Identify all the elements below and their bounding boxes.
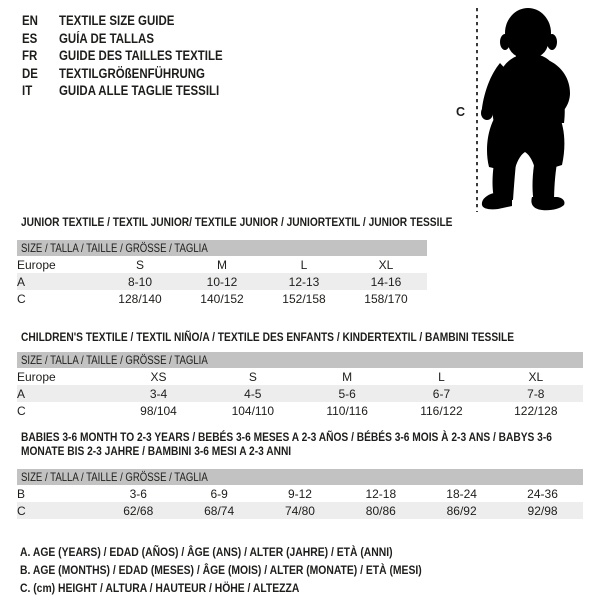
size-cell: 110/116 [326, 403, 368, 418]
size-cell: 10-12 [181, 273, 263, 290]
childrens-size-table [17, 352, 583, 419]
size-cell: 116/122 [420, 403, 463, 418]
note-line: A. AGE (YEARS) / EDAD (AÑOS) / ÂGE (ANS) / ALTER (JAHRE) / ETÀ (ANNI) [20, 545, 393, 559]
table-row [17, 273, 427, 290]
size-cell: 14-16 [345, 273, 427, 290]
size-cell: 3-4 [111, 385, 205, 402]
table-row [17, 385, 583, 402]
size-cell: 7-8 [489, 385, 583, 402]
babies-size-table [17, 469, 583, 519]
size-cell: XL [378, 257, 394, 272]
section-title: JUNIOR TEXTILE / TEXTIL JUNIOR/ TEXTILE JUNIOR / JUNIORTEXTIL / JUNIOR TESSILE [21, 215, 453, 229]
size-cell: 6-9 [210, 486, 228, 501]
size-cell: 24-36 [527, 486, 558, 501]
size-cell: 104/110 [231, 403, 275, 418]
row-label: C [17, 502, 98, 519]
size-cell: 74/80 [260, 502, 341, 519]
size-cell: 158/170 [364, 291, 408, 306]
junior-size-table [17, 240, 427, 307]
size-cell: 6-7 [394, 385, 488, 402]
row-label: A [17, 385, 111, 402]
size-cell: XS [150, 369, 167, 384]
language-row [22, 82, 252, 100]
size-cell: M [342, 369, 353, 384]
size-cell: 152/158 [282, 291, 326, 306]
table-row [17, 290, 427, 307]
section-junior-textile [17, 215, 600, 307]
size-cell: 62/68 [98, 502, 179, 519]
size-cell: L [300, 257, 308, 272]
size-cell: 86/92 [421, 502, 502, 519]
language-row [22, 65, 252, 83]
note-line: C. (cm) HEIGHT / ALTURA / HAUTEUR / HÖHE / ALTEZZA [20, 581, 300, 595]
height-measure-label: C [456, 105, 466, 119]
legend-notes [20, 543, 600, 597]
size-cell: XL [528, 369, 544, 384]
language-code: FR [22, 48, 38, 63]
size-header-label: SIZE / TALLA / TAILLE / GRÖSSE / TAGLIA [21, 470, 208, 484]
size-cell: 4-5 [206, 385, 300, 402]
size-cell: 122/128 [514, 403, 558, 418]
table-row [17, 368, 583, 385]
language-code: EN [22, 13, 38, 28]
language-title: GUIDE DES TAILLES TEXTILE [59, 48, 223, 63]
language-row [22, 12, 252, 30]
size-cell: 12-13 [263, 273, 345, 290]
language-title: GUÍA DE TALLAS [59, 30, 154, 46]
size-cell: 80/86 [340, 502, 421, 519]
language-title: TEXTILE SIZE GUIDE [59, 13, 175, 28]
table-row [17, 502, 583, 519]
size-header-bar [17, 469, 583, 485]
size-cell: S [135, 257, 144, 272]
size-cell: 92/98 [502, 502, 583, 519]
size-cell: 9-12 [287, 486, 312, 501]
size-cell: 128/140 [118, 291, 162, 306]
size-cell: M [217, 257, 227, 272]
table-row [17, 256, 427, 273]
table-row [17, 402, 583, 419]
size-header-label: SIZE / TALLA / TAILLE / GRÖSSE / TAGLIA [21, 241, 208, 255]
table-row [17, 485, 583, 502]
language-code: ES [22, 30, 38, 46]
language-code: IT [22, 83, 33, 98]
size-cell: 98/104 [140, 403, 177, 418]
size-cell: 140/152 [200, 291, 244, 306]
toddler-silhouette [481, 8, 570, 210]
language-code: DE [22, 65, 38, 81]
language-row [22, 47, 252, 65]
row-label: Europe [17, 257, 56, 272]
row-label: C [17, 403, 26, 418]
size-cell: 3-6 [129, 486, 147, 501]
section-childrens-textile [17, 330, 600, 419]
note-line: B. AGE (MONTHS) / EDAD (MESES) / ÂGE (MOIS) / ALTER (MONATE) / ETÀ (MESI) [20, 563, 422, 577]
size-header-label: SIZE / TALLA / TAILLE / GRÖSSE / TAGLIA [21, 353, 208, 367]
size-cell: 12-18 [365, 486, 397, 501]
size-cell: S [248, 369, 257, 384]
size-cell: 68/74 [179, 502, 260, 519]
toddler-silhouette-figure [470, 5, 600, 215]
language-row [22, 30, 252, 48]
size-cell: L [438, 369, 445, 384]
language-title: TEXTILGRÖßENFÜHRUNG [59, 65, 205, 81]
section-babies-textile [17, 430, 600, 519]
section-title: CHILDREN'S TEXTILE / TEXTIL NIÑO/A / TEXTILE DES ENFANTS / KINDERTEXTIL / BAMBINI TESSILE [21, 330, 515, 344]
size-cell: 18-24 [446, 486, 477, 501]
section-title: BABIES 3-6 MONTH TO 2-3 YEARS / BEBÉS 3-6 MESES A 2-3 AÑOS / BÉBÉS 3-6 MOIS À 2-3 ANS / BABYS 3-6 MONATE BIS 2-3 JAHRE / BAMBINI 3-6 MESI A 2-3 ANNI [21, 430, 552, 458]
row-label: A [17, 273, 99, 290]
header [0, 0, 600, 215]
row-label: B [17, 486, 26, 501]
toddler-silhouette-icon [470, 5, 600, 215]
row-label: C [17, 291, 26, 306]
size-header-bar [17, 352, 583, 368]
size-cell: 5-6 [300, 385, 394, 402]
size-header-bar [17, 240, 427, 256]
language-title: GUIDA ALLE TAGLIE TESSILI [59, 83, 220, 98]
language-list [22, 12, 252, 100]
size-cell: 8-10 [99, 273, 181, 290]
row-label: Europe [17, 369, 56, 384]
